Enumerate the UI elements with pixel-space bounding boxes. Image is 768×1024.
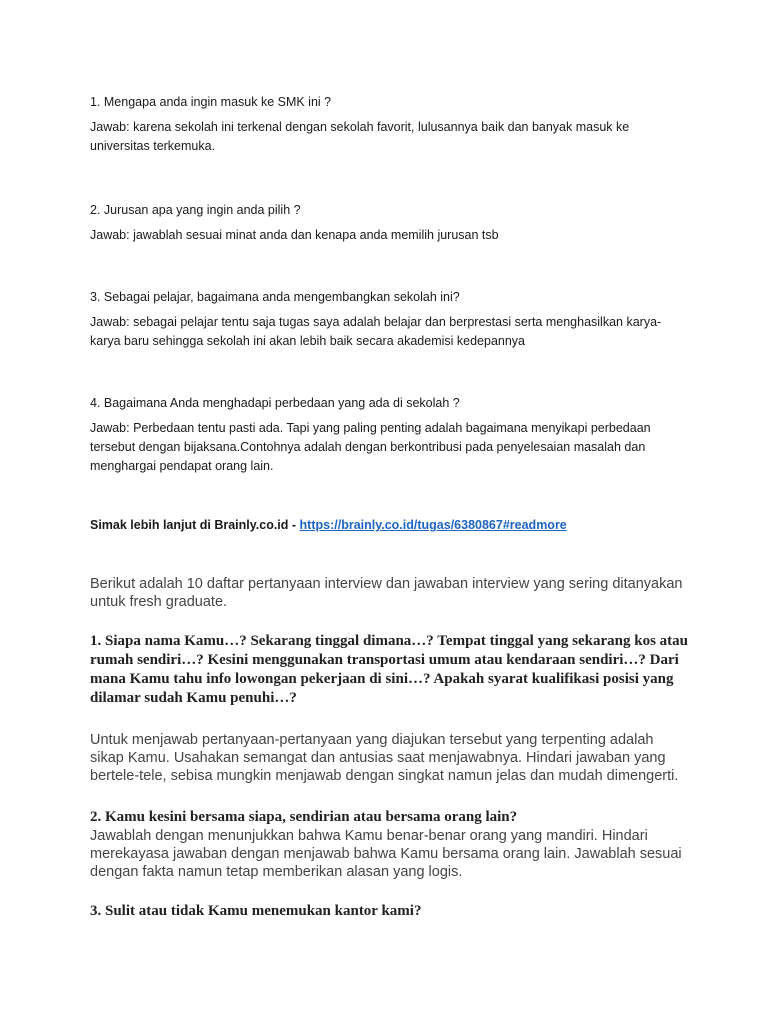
qa-item-2 bbox=[90, 201, 690, 245]
interview-question-3: 3. Sulit atau tidak Kamu menemukan kantor kami? bbox=[90, 903, 422, 919]
source-link[interactable]: https://brainly.co.id/tugas/6380867#readmore bbox=[299, 518, 567, 532]
interview-answer-2: Jawablah dengan menunjukkan bahwa Kamu benar-benar orang yang mandiri. Hindari merekayasa jawaban dengan menjawab bahwa Kamu bersama orang lain. Jawablah sesuai dengan fakta namun tetap memberikan alasan yang logis. bbox=[90, 828, 682, 880]
interview-answer-1: Untuk menjawab pertanyaan-pertanyaan yang diajukan tersebut yang terpenting adalah sikap Kamu. Usahakan semangat dan antusias saat menjawabnya. Hindari jawaban yang bertele-tele, sebisa mungkin menjawab dengan singkat namun jelas dan mudah dimengerti. bbox=[90, 732, 679, 784]
interview-question-block-2 bbox=[90, 808, 690, 881]
answer-1: Jawab: karena sekolah ini terkenal dengan sekolah favorit, lulusannya baik dan banyak masuk ke universitas terkemuka. bbox=[90, 120, 630, 153]
interview-question-block-1 bbox=[90, 632, 690, 708]
answer-2: Jawab: jawablah sesuai minat anda dan kenapa anda memilih jurusan tsb bbox=[90, 228, 499, 242]
source-line bbox=[90, 516, 567, 535]
question-1: 1. Mengapa anda ingin masuk ke SMK ini ? bbox=[90, 95, 332, 109]
question-4: 4. Bagaimana Anda menghadapi perbedaan yang ada di sekolah ? bbox=[90, 396, 460, 410]
source-label: Simak lebih lanjut di Brainly.co.id - bbox=[90, 518, 300, 532]
question-2: 2. Jurusan apa yang ingin anda pilih ? bbox=[90, 203, 301, 217]
interview-question-2: 2. Kamu kesini bersama siapa, sendirian atau bersama orang lain? bbox=[90, 809, 518, 825]
qa-item-4 bbox=[90, 394, 690, 476]
qa-item-1 bbox=[90, 93, 690, 156]
interview-question-block-3 bbox=[90, 902, 690, 921]
answer-4: Jawab: Perbedaan tentu pasti ada. Tapi yang paling penting adalah bagaimana menyikapi perbedaan tersebut dengan bijaksana.Contohnya adalah dengan berkontribusi pada penyelesaian masalah dan menghargai pendapat orang lain. bbox=[90, 421, 651, 473]
qa-item-3 bbox=[90, 288, 690, 351]
intro-paragraph: Berikut adalah 10 daftar pertanyaan interview dan jawaban interview yang sering ditanyakan untuk fresh graduate. bbox=[90, 576, 683, 610]
question-3: 3. Sebagai pelajar, bagaimana anda mengembangkan sekolah ini? bbox=[90, 290, 460, 304]
answer-3: Jawab: sebagai pelajar tentu saja tugas saya adalah belajar dan berprestasi serta menghasilkan karya-karya baru sehingga sekolah ini akan lebih baik secara akademisi kedepannya bbox=[90, 315, 662, 348]
interview-question-1: 1. Siapa nama Kamu…? Sekarang tinggal dimana…? Tempat tinggal yang sekarang kos atau rumah sendiri…? Kesini menggunakan transportasi umum atau kendaraan sendiri…? Dari mana Kamu tahu info lowongan pekerjaan di sini…? Apakah syarat kualifikasi posisi yang dilamar sudah Kamu penuhi…? bbox=[90, 633, 689, 706]
